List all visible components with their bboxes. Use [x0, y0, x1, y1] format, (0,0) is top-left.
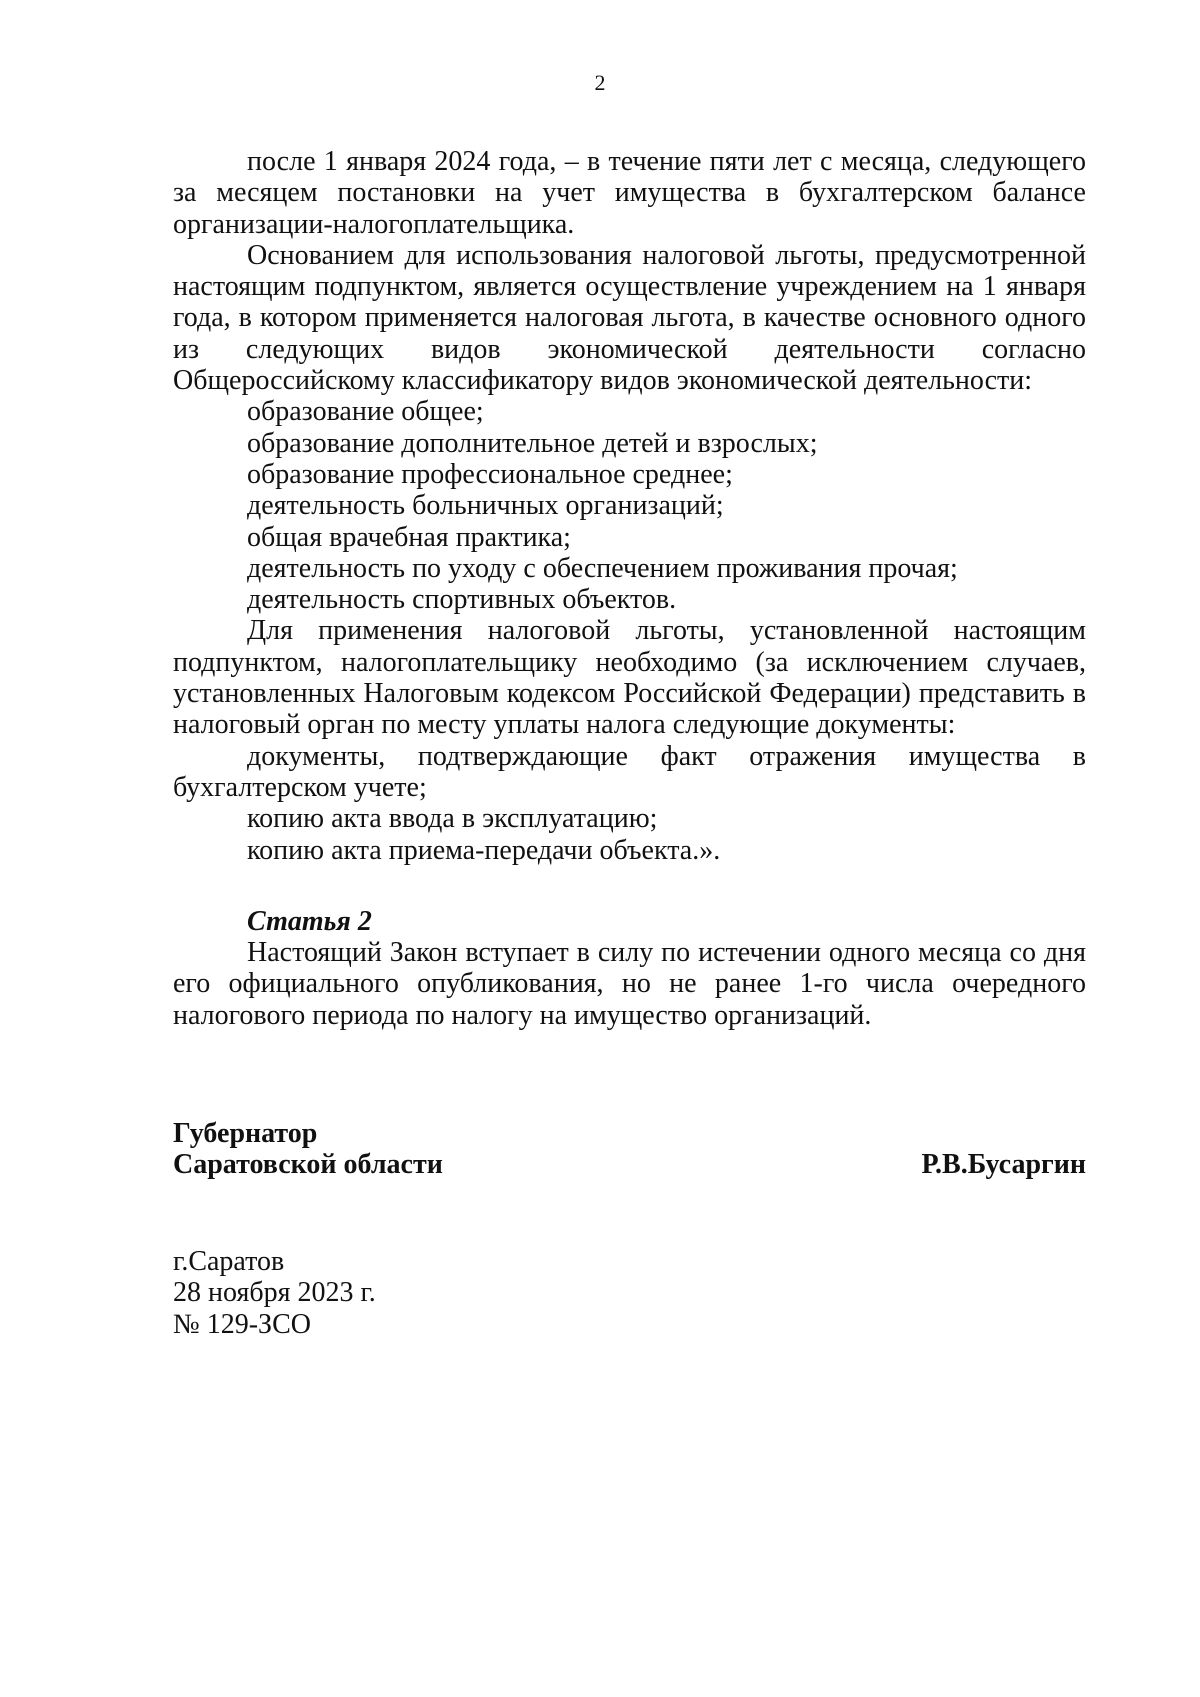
document-body: [173, 146, 1086, 1031]
document-footer: [173, 1246, 376, 1340]
article-2-heading: Статья 2: [247, 905, 372, 937]
paragraph-1: после 1 января 2024 года, – в течение пяти лет с месяца, следующего за месяцем постановки на учет имущества в бухгалтерском балансе организации-налогоплательщика.: [173, 146, 1086, 240]
article-2-text: Настоящий Закон вступает в силу по истечении одного месяца со дня его официального опубликования, но не ранее 1-го числа очередного налогового периода по налогу на имущество организаций.: [173, 937, 1086, 1031]
page-number: 2: [594, 70, 606, 95]
footer-date: 28 ноября 2023 г.: [173, 1277, 376, 1309]
signature-title-line-2: Саратовской области: [173, 1149, 443, 1181]
documents-intro: Для применения налоговой льготы, установленной настоящим подпунктом, налогоплательщику необходимо (за исключением случаев, установленных Налоговым кодексом Российской Федерации) представить в налоговый орган по месту уплаты налога следующие документы:: [173, 615, 1086, 741]
footer-number: № 129-ЗСО: [173, 1308, 311, 1340]
list-item: копию акта приема-передачи объекта.».: [247, 834, 721, 866]
footer-city: г.Саратов: [173, 1246, 285, 1277]
documents-list: [173, 741, 1086, 866]
paragraph-2: Основанием для использования налоговой льготы, предусмотренной настоящим подпунктом, является осуществление учреждением на 1 января года, в котором применяется налоговая льгота, в качестве основного одного из следующих видов экономической деятельности согласно Общероссийскому классификатору видов экономической деятельности:: [173, 239, 1086, 397]
signature-title-line-1: Губернатор: [173, 1118, 318, 1149]
list-item: документы, подтверждающие факт отражения имущества в бухгалтерском учете;: [173, 740, 1086, 803]
list-item: деятельность больничных организаций;: [247, 490, 724, 522]
list-item: образование общее;: [247, 396, 484, 428]
activities-list: [173, 396, 1086, 615]
signature-name: Р.В.Бусаргин: [921, 1149, 1086, 1181]
list-item: образование дополнительное детей и взрослых;: [247, 427, 818, 459]
list-item: общая врачебная практика;: [247, 521, 571, 553]
list-item: образование профессиональное среднее;: [247, 458, 733, 490]
list-item: деятельность по уходу с обеспечением проживания прочая;: [247, 552, 958, 584]
list-item: деятельность спортивных объектов.: [247, 584, 677, 616]
signature-block: [173, 1118, 1086, 1181]
list-item: копию акта ввода в эксплуатацию;: [247, 803, 658, 835]
